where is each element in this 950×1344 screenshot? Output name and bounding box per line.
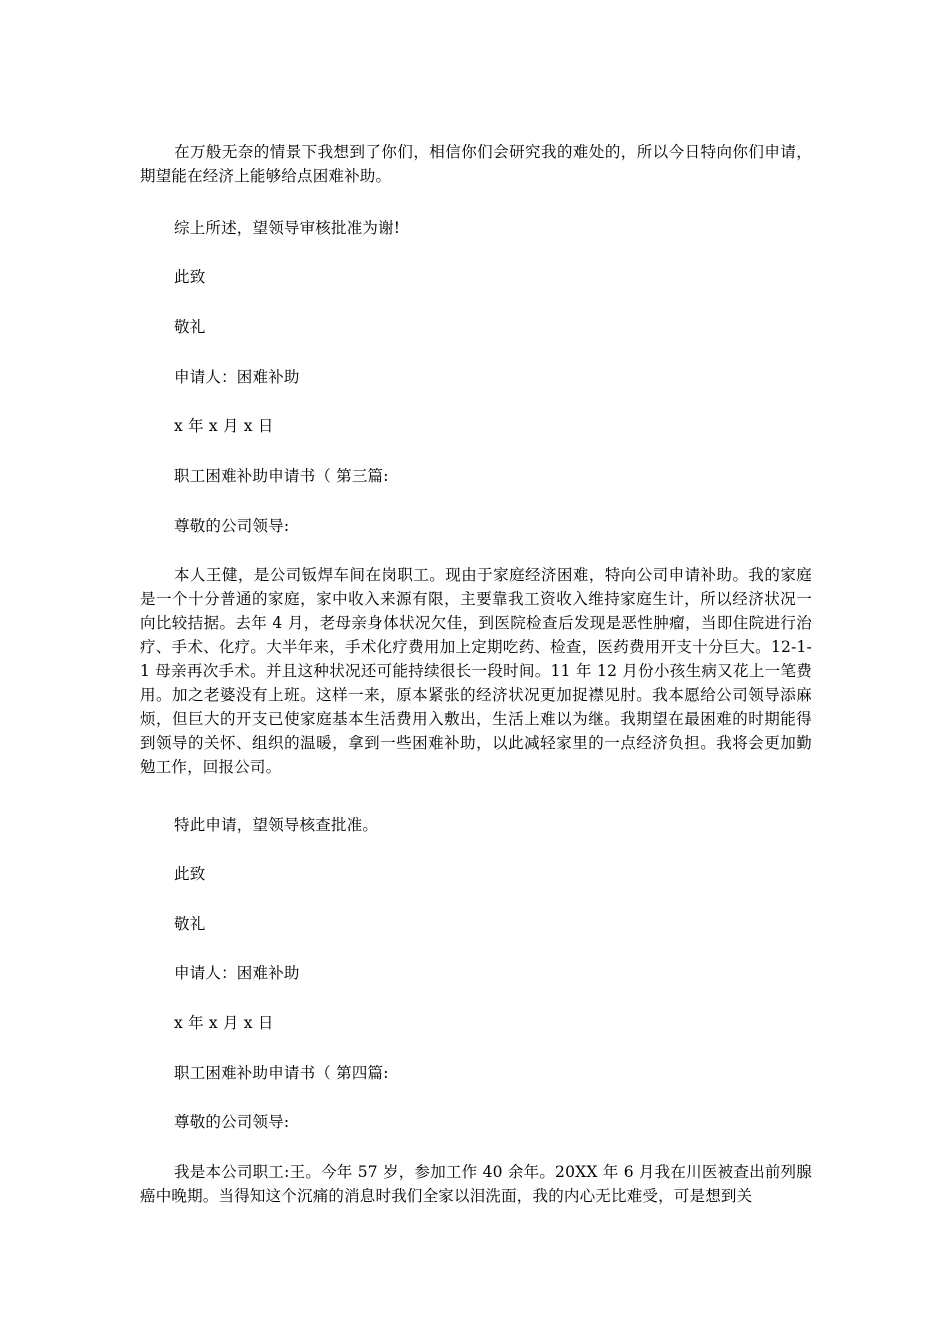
closing-salutation-2: 此致 [174,865,206,883]
applicant-line: 申请人：困难补助 [174,368,300,386]
section-heading-fourth: 职工困难补助申请书（ 第四篇: [174,1064,389,1082]
date-line-2: x 年 x 月 x 日 [174,1014,274,1032]
greeting-line-2: 尊敬的公司领导: [174,1113,290,1131]
paragraph-conclusion: 综上所述，望领导审核批准为谢! [174,219,401,237]
paragraph-request: 特此申请，望领导核查批准。 [174,816,379,834]
applicant-line-2: 申请人：困难补助 [174,964,300,982]
greeting-line: 尊敬的公司领导: [174,517,290,535]
closing-regards: 敬礼 [174,318,206,336]
closing-regards-2: 敬礼 [174,915,206,933]
closing-salutation: 此致 [174,268,206,286]
paragraph-request-reason: 在万般无奈的情景下我想到了你们，相信你们会研究我的难处的，所以今日特向你们申请，期望能在经济上能够给点困难补助。 [140,143,812,185]
date-line: x 年 x 月 x 日 [174,417,274,435]
paragraph-body-third: 本人王健，是公司钣焊车间在岗职工。现由于家庭经济困难，特向公司申请补助。我的家庭是一个十分普通的家庭，家中收入来源有限，主要靠我工资收入维持家庭生计，所以经济状况一向比较拮据。去年 4 月，老母亲身体状况欠佳，到医院检查后发现是恶性肿瘤，当即住院进行治疗、手术、化疗。大半年来，手术化疗费用加上定期吃药、检查，医药费用开支十分巨大。12-1-1 母亲再次手术。并且这种状况还可能持续很长一段时间。11 年 12 月份小孩生病又花上一笔费用。加之老婆没有上班。这样一来，原本紧张的经济状况更加捉襟见肘。我本愿给公司领导添麻烦，但巨大的开支已使家庭基本生活费用入敷出，生活上难以为继。我期望在最困难的时期能得到领导的关怀、组织的温暖，拿到一些困难补助，以此减轻家里的一点经济负担。我将会更加勤勉工作，回报公司。 [140,566,812,776]
paragraph-body-fourth: 我是本公司职工:王。今年 57 岁，参加工作 40 余年。20XX 年 6 月我在川医被查出前列腺癌中晚期。当得知这个沉痛的消息时我们全家以泪洗面，我的内心无比难受，可是想到关 [140,1163,812,1205]
section-heading-third: 职工困难补助申请书（ 第三篇: [174,467,389,485]
